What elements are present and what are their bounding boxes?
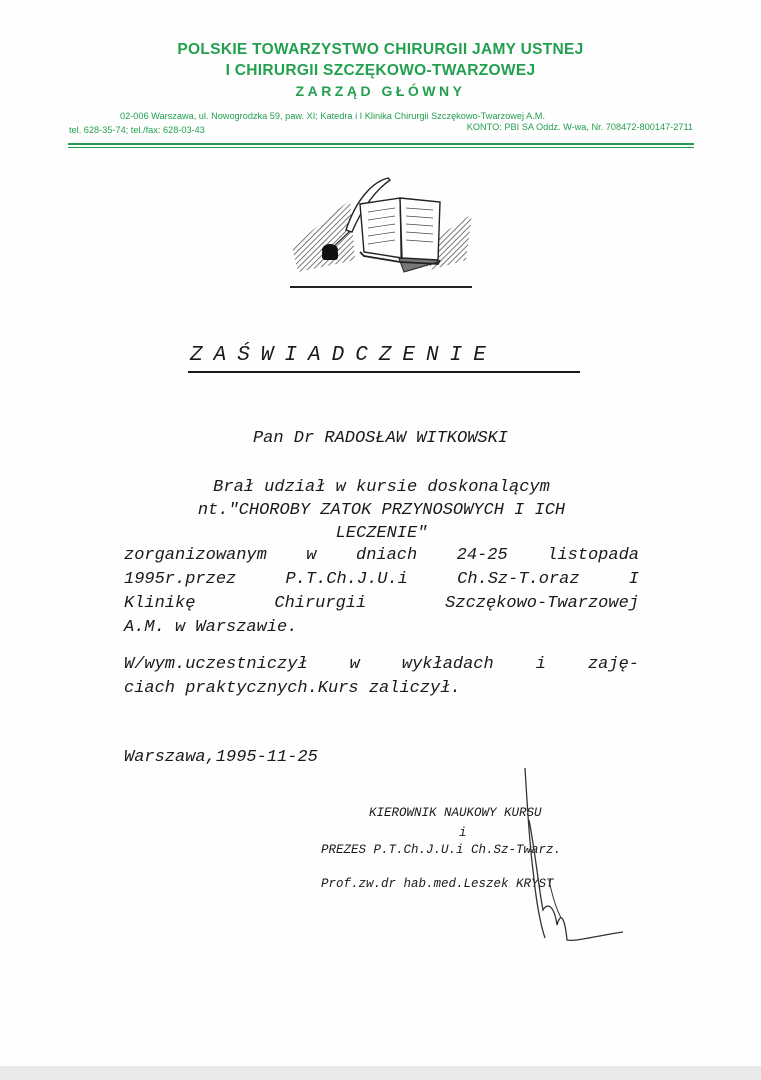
letterhead-rule-thin bbox=[68, 147, 694, 148]
letterhead-rule bbox=[68, 143, 694, 145]
body-line: W/wym.uczestniczył w wykładach i zaję- bbox=[124, 655, 639, 674]
body-line: 1995r.przez P.T.Ch.J.U.i Ch.Sz-T.oraz I bbox=[124, 570, 639, 589]
title-underline bbox=[188, 371, 580, 373]
letterhead-account: KONTO: PBI SA Oddz. W-wa, Nr. 708472-800147-2711 bbox=[466, 122, 693, 132]
body-line: nt."CHOROBY ZATOK PRZYNOSOWYCH I ICH bbox=[197, 501, 566, 520]
handwritten-signature bbox=[505, 760, 635, 960]
document-title: ZAŚWIADCZENIE bbox=[190, 344, 497, 367]
body-line: Brał udział w kursie doskonalącym bbox=[213, 478, 550, 497]
body-line: Klinikę Chirurgii Szczękowo-Twarzowej bbox=[124, 594, 639, 613]
letterhead-address: 02-006 Warszawa, ul. Nowogrodzka 59, paw. XI; Katedra i I Klinika Chirurgii Szczękowo-Twarzowej A.M. bbox=[120, 111, 546, 121]
body-line: LECZENIE" bbox=[335, 524, 428, 543]
letterhead-org-line2: I CHIRURGII SZCZĘKOWO-TWARZOWEJ bbox=[225, 62, 536, 79]
body-line: A.M. w Warszawie. bbox=[124, 618, 298, 637]
recipient-name: Pan Dr RADOSŁAW WITKOWSKI bbox=[252, 429, 509, 448]
place-and-date: Warszawa,1995-11-25 bbox=[124, 748, 318, 767]
letterhead-phones: tel. 628-35-74; tel./fax: 628-03-43 bbox=[69, 125, 205, 135]
body-line: ciach praktycznych.Kurs zaliczył. bbox=[124, 679, 461, 698]
scan-edge bbox=[0, 1066, 761, 1080]
open-book-quill-inkwell-icon bbox=[280, 172, 480, 292]
signatory-role-2: PREZES P.T.Ch.J.U.i Ch.Sz-Twarz. bbox=[321, 843, 562, 857]
signatory-name: Prof.zw.dr hab.med.Leszek KRYST bbox=[321, 877, 554, 891]
body-line: zorganizowanym w dniach 24-25 listopada bbox=[124, 546, 639, 565]
letterhead-org-line1: POLSKIE TOWARZYSTWO CHIRURGII JAMY USTNEJ bbox=[177, 41, 584, 58]
signatory-role: KIEROWNIK NAUKOWY KURSU bbox=[369, 806, 542, 820]
signatory-conjunction: i bbox=[459, 826, 467, 840]
letterhead-org-line3: ZARZĄD GŁÓWNY bbox=[295, 83, 466, 99]
